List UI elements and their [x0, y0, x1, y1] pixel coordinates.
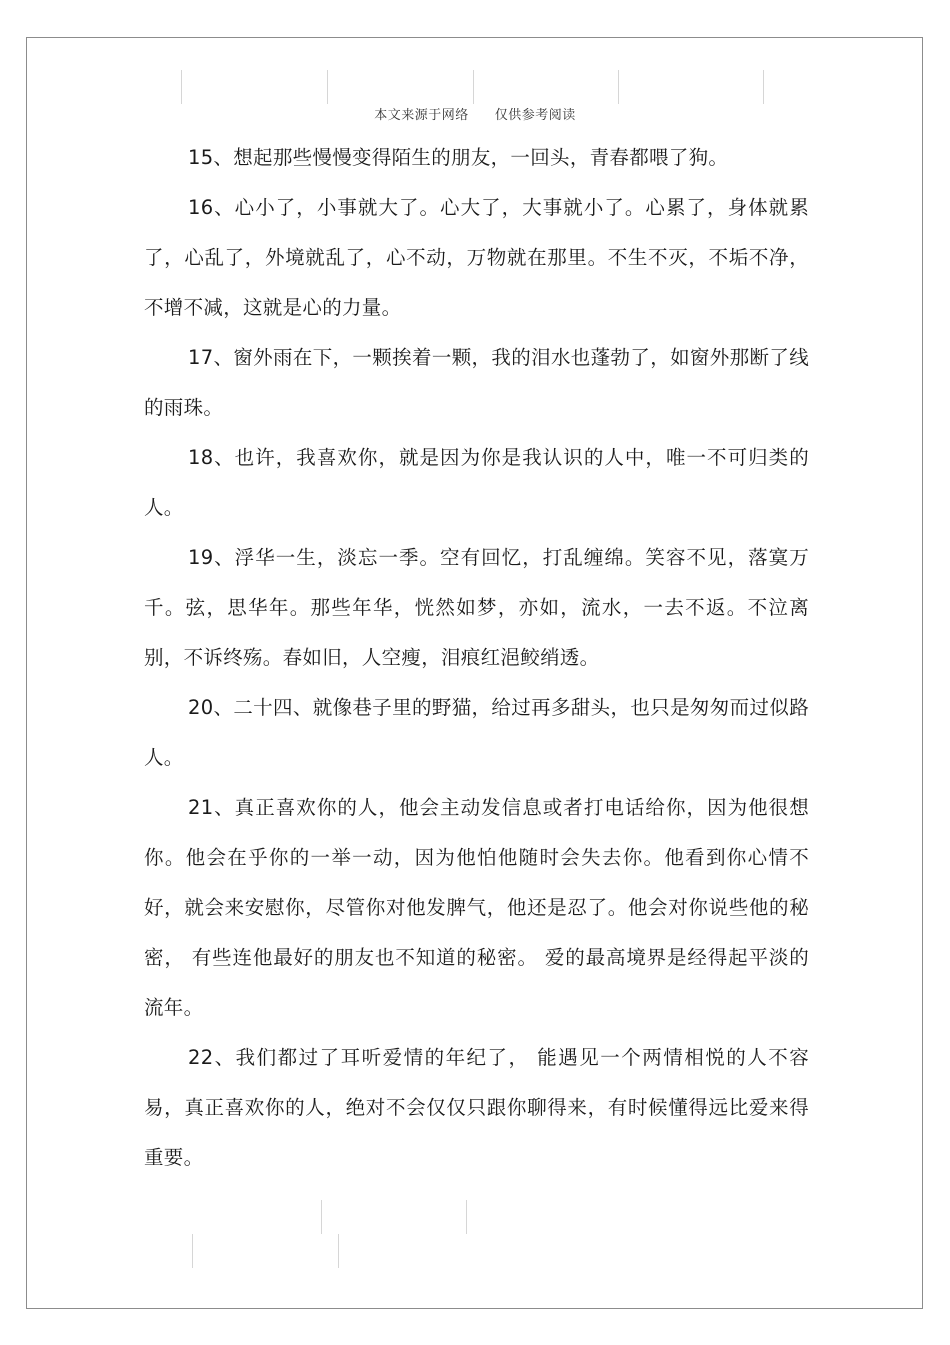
document-body: [144, 133, 809, 1183]
bottom-tick-mark: [321, 1200, 322, 1234]
paragraph-21: 21、真正喜欢你的人，他会主动发信息或者打电话给你，因为他很想你。他会在乎你的一举一动，因为他怕他随时会失去你。他看到你心情不好，就会来安慰你，尽管你对他发脾气，他还是忍了。他会对你说些他的秘密， 有些连他最好的朋友也不知道的秘密。 爱的最高境界是经得起平淡的流年。: [144, 796, 809, 1019]
paragraph-17: 17、窗外雨在下，一颗挨着一颗，我的泪水也蓬勃了，如窗外那断了线的雨珠。: [144, 346, 809, 419]
header-source-text: 本文来源于网络: [374, 108, 469, 123]
bottom-tick-mark: [466, 1200, 467, 1234]
page-header-note: [0, 104, 950, 123]
paragraph-20: 20、二十四、就像巷子里的野猫，给过再多甜头，也只是匆匆而过似路人。: [144, 696, 809, 769]
bottom-tick-mark: [192, 1234, 193, 1268]
paragraph-19: 19、浮华一生，淡忘一季。空有回忆，打乱缠绵。笑容不见，落寞万千。弦，思华年。那些年华，恍然如梦，亦如，流水，一去不返。不泣离别，不诉终殇。春如旧，人空瘦，泪痕红浥鲛绡透。: [144, 546, 809, 669]
top-tick-mark: [327, 70, 328, 104]
header-reference-text: 仅供参考阅读: [494, 108, 576, 123]
top-tick-mark: [763, 70, 764, 104]
top-tick-mark: [473, 70, 474, 104]
bottom-tick-mark: [338, 1234, 339, 1268]
paragraph-15: 15、想起那些慢慢变得陌生的朋友，一回头，青春都喂了狗。: [188, 146, 729, 169]
paragraph-18: 18、也许，我喜欢你，就是因为你是我认识的人中，唯一不可归类的人。: [144, 446, 809, 519]
paragraph-22: 22、我们都过了耳听爱情的年纪了， 能遇见一个两情相悦的人不容易，真正喜欢你的人，绝对不会仅仅只跟你聊得来，有时候懂得远比爱来得重要。: [144, 1046, 809, 1169]
top-tick-mark: [618, 70, 619, 104]
top-tick-mark: [181, 70, 182, 104]
paragraph-16: 16、心小了，小事就大了。心大了，大事就小了。心累了，身体就累了，心乱了，外境就乱了，心不动，万物就在那里。不生不灭，不垢不净，不增不减，这就是心的力量。: [144, 196, 809, 319]
